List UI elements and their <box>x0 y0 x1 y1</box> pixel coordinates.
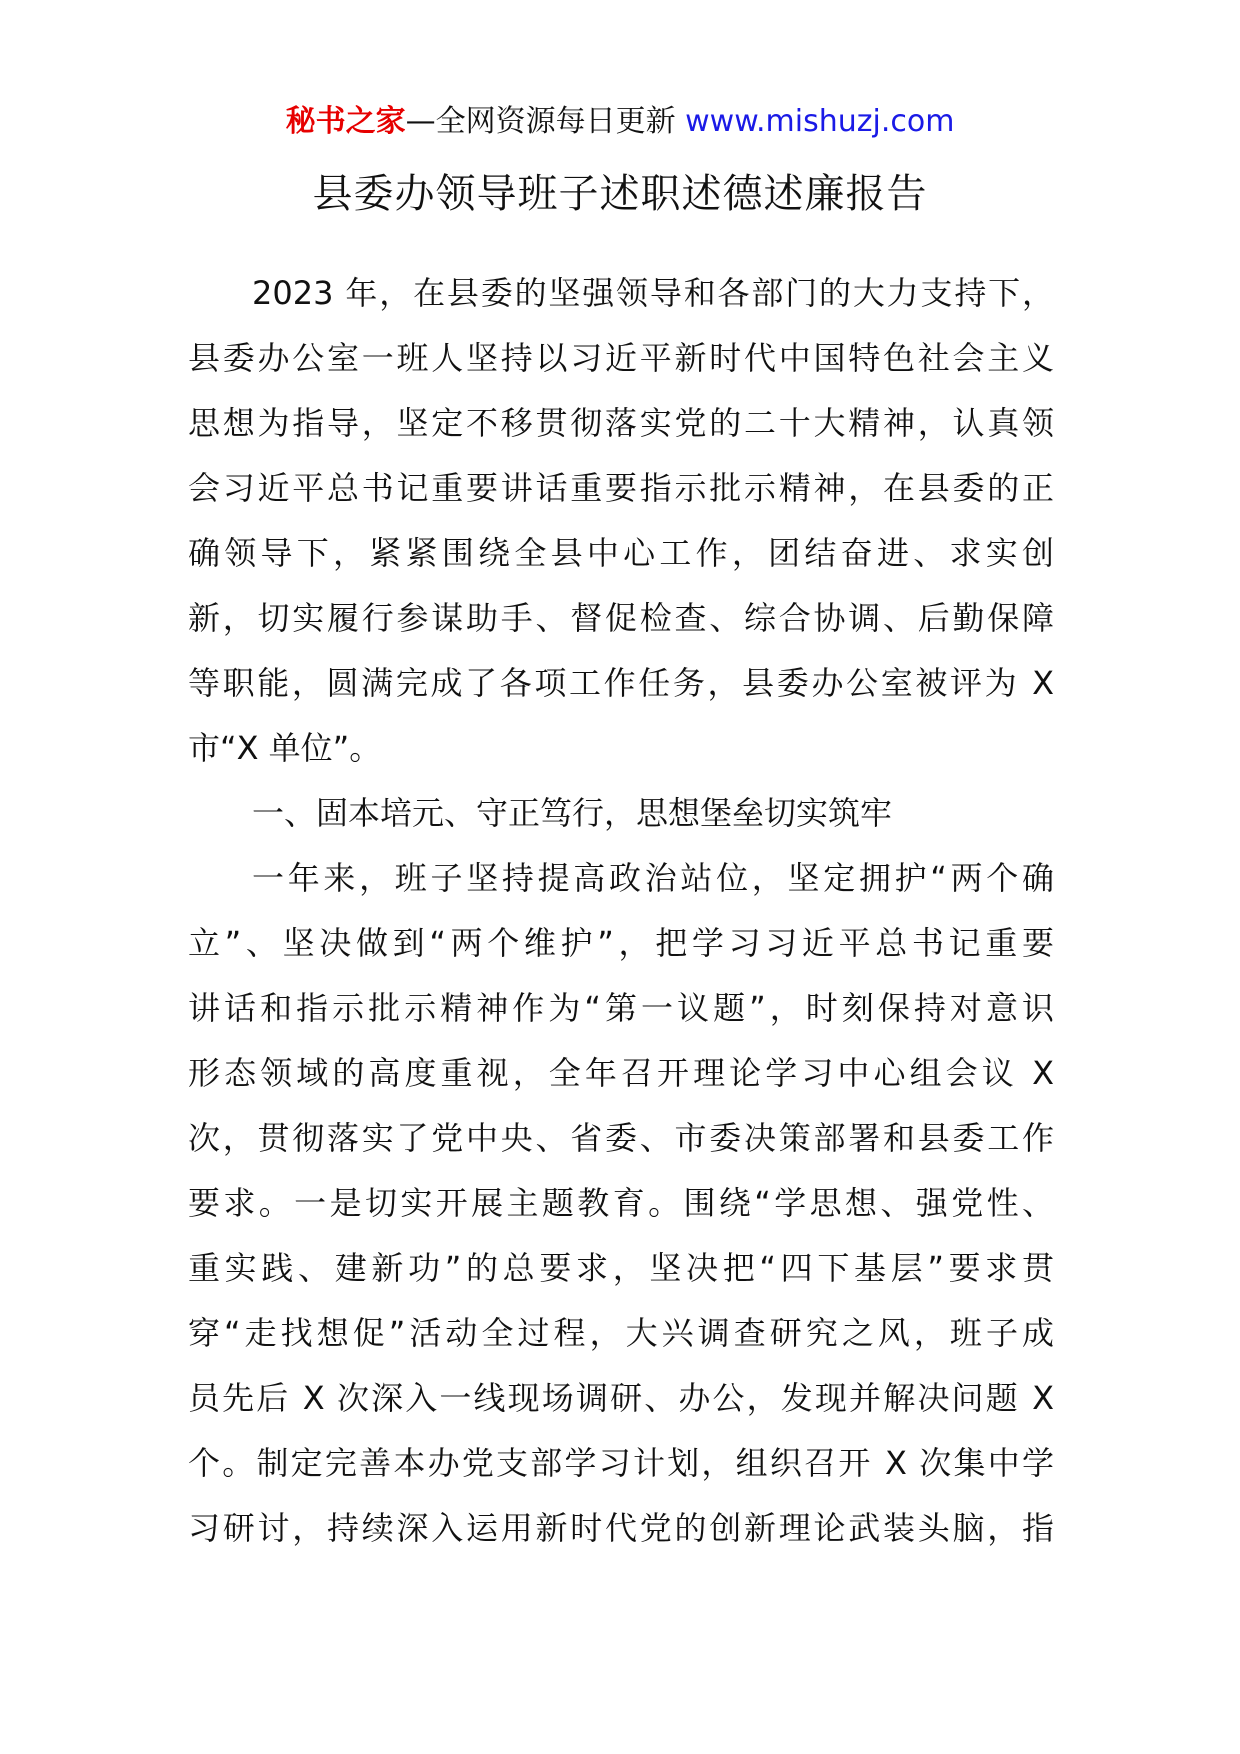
text-line: 立”、坚决做到“两个维护”，把学习习近平总书记重要 <box>188 924 1054 962</box>
text-line: 习研讨，持续深入运用新时代党的创新理论武装头脑，指 <box>188 1509 1054 1547</box>
text-line: 市“X 单位”。 <box>188 729 382 767</box>
text-line: 要求。一是切实开展主题教育。围绕“学思想、强党性、 <box>188 1184 1054 1222</box>
document-title: 县委办领导班子述职述德述廉报告 <box>312 171 928 217</box>
section-heading: 一、固本培元、守正笃行，思想堡垒切实筑牢 <box>252 794 893 832</box>
text-line: 一年来，班子坚持提高政治站位，坚定拥护“两个确 <box>252 859 1054 897</box>
text-line: 等职能，圆满完成了各项工作任务，县委办公室被评为 X <box>188 664 1054 702</box>
text-line: 讲话和指示批示精神作为“第一议题”，时刻保持对意识 <box>188 989 1054 1027</box>
text-line: 新，切实履行参谋助手、督促检查、综合协调、后勤保障 <box>188 599 1054 637</box>
text-line: 会习近平总书记重要讲话重要指示批示精神，在县委的正 <box>188 469 1054 507</box>
header-slogan: —全网资源每日更新 <box>405 104 686 139</box>
text-line: 员先后 X 次深入一线现场调研、办公，发现并解决问题 X <box>188 1379 1054 1417</box>
text-line: 2023 年，在县委的坚强领导和各部门的大力支持下， <box>252 274 1054 312</box>
brand-name: 秘书之家 <box>285 104 406 139</box>
site-url-link[interactable]: www.mishuzj.com <box>685 104 955 139</box>
text-line: 个。制定完善本办党支部学习计划，组织召开 X 次集中学 <box>188 1444 1054 1482</box>
text-line: 确领导下，紧紧围绕全县中心工作，团结奋进、求实创 <box>188 534 1054 572</box>
text-line: 思想为指导，坚定不移贯彻落实党的二十大精神，认真领 <box>188 404 1054 442</box>
text-line: 次，贯彻落实了党中央、省委、市委决策部署和县委工作 <box>188 1119 1054 1157</box>
text-line: 县委办公室一班人坚持以习近平新时代中国特色社会主义 <box>188 339 1054 377</box>
document-body <box>188 261 1054 1561</box>
text-line: 形态领域的高度重视，全年召开理论学习中心组会议 X <box>188 1054 1054 1092</box>
text-line: 穿“走找想促”活动全过程，大兴调查研究之风，班子成 <box>188 1314 1054 1352</box>
site-header <box>0 100 1240 144</box>
text-line: 重实践、建新功”的总要求，坚决把“四下基层”要求贯 <box>188 1249 1054 1287</box>
